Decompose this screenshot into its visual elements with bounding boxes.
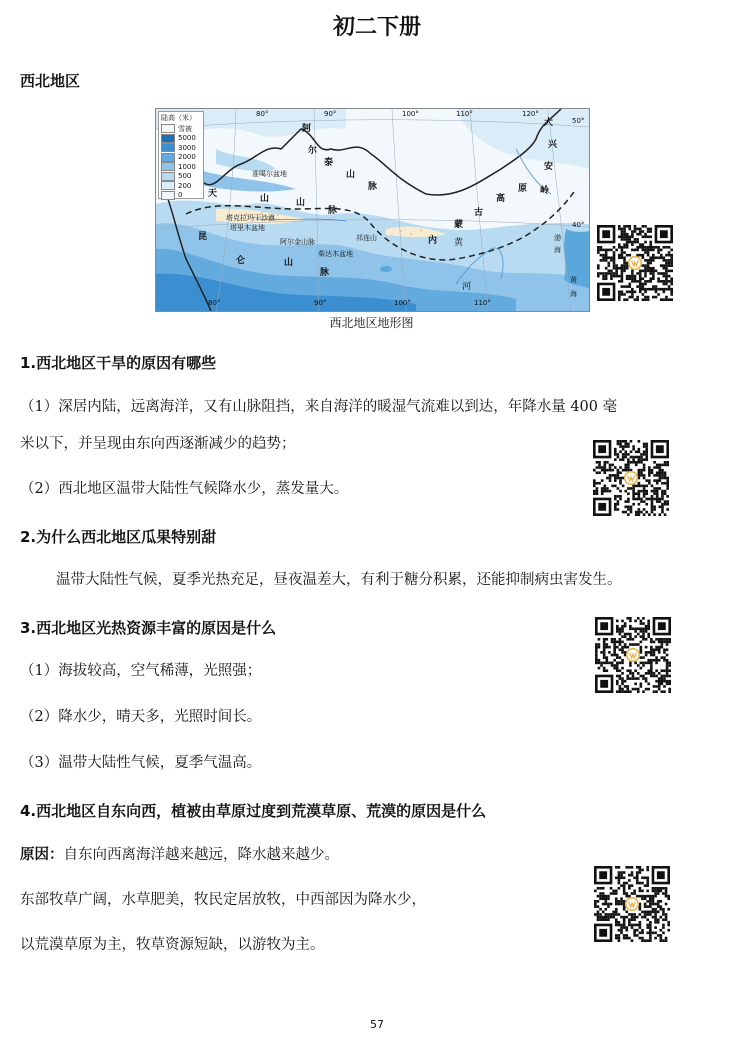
tianshan-label: 山 bbox=[296, 198, 306, 208]
answer-line bbox=[20, 846, 339, 865]
legend-label: 2000 bbox=[178, 153, 196, 162]
qilian-label: 祁连山 bbox=[356, 234, 377, 242]
answer-line: 米以下，并呈现由东向西逐渐减少的趋势； bbox=[20, 436, 296, 452]
kunlun-label: 昆 bbox=[198, 232, 208, 242]
legend-item bbox=[159, 181, 203, 191]
altai-label: 山 bbox=[346, 170, 356, 180]
answer-line: （1）深居内陆，远离海洋，又有山脉阻挡，来自海洋的暖湿气流难以到达，年降水量 400 毫 bbox=[20, 399, 618, 415]
kunlun-label: 仑 bbox=[236, 256, 246, 266]
tarim-label: 塔里木盆地 bbox=[230, 224, 265, 232]
map-caption: 西北地区地形图 bbox=[329, 316, 414, 330]
plateau-label: 原 bbox=[518, 184, 528, 194]
qr-code-graphic bbox=[595, 617, 671, 693]
legend-swatch bbox=[161, 143, 175, 152]
legend-label: 200 bbox=[178, 181, 192, 190]
legend-title: 陆高（米） bbox=[161, 114, 196, 122]
lon-label: 90° bbox=[324, 110, 337, 118]
legend-rows bbox=[159, 124, 203, 200]
lon-label: 80° bbox=[256, 110, 269, 118]
qr-code-graphic bbox=[594, 866, 670, 942]
qaidam-label: 柴达木盆地 bbox=[318, 250, 353, 258]
lat-label: 50° bbox=[572, 117, 585, 125]
legend-swatch bbox=[161, 134, 175, 143]
legend-swatch bbox=[161, 153, 175, 162]
page-title: 初二下册 bbox=[332, 15, 421, 40]
legend-item bbox=[159, 191, 203, 201]
mountain-label: 脉 bbox=[320, 268, 330, 278]
legend-item bbox=[159, 153, 203, 163]
legend-item bbox=[159, 172, 203, 182]
legend-label: 500 bbox=[178, 172, 192, 181]
question-title: 1.西北地区干旱的原因有哪些 bbox=[20, 354, 217, 372]
qr-code[interactable] bbox=[593, 440, 669, 516]
lon-label: 100° bbox=[394, 299, 411, 307]
lon-label: 80° bbox=[208, 299, 221, 307]
legend-label: 1000 bbox=[178, 162, 196, 171]
map-legend bbox=[158, 111, 204, 199]
inner-mongolia-label: 内 bbox=[428, 236, 438, 246]
yellow-sea-label: 黄 bbox=[570, 276, 577, 284]
altai-label: 脉 bbox=[368, 182, 378, 192]
yellow-river-label: 黄 bbox=[454, 238, 464, 248]
reason-label: 原因： bbox=[20, 847, 64, 863]
qr-code-graphic bbox=[593, 440, 669, 516]
altai-label: 泰 bbox=[324, 158, 334, 168]
legend-item bbox=[159, 162, 203, 172]
lat-label: 40° bbox=[572, 221, 585, 229]
page-number: 57 bbox=[370, 1018, 384, 1031]
legend-item bbox=[159, 124, 203, 134]
reason-text: 自东向西离海洋越来越远，降水越来越少。 bbox=[63, 847, 339, 863]
greater-khingan-label: 兴 bbox=[548, 140, 558, 150]
lon-label: 110° bbox=[474, 299, 491, 307]
legend-swatch bbox=[161, 162, 175, 171]
greater-khingan-label: 安 bbox=[544, 162, 554, 172]
answer-line: 温带大陆性气候，夏季光热充足，昼夜温差大，有利于糖分积累，还能抑制病虫害发生。 bbox=[56, 572, 622, 588]
inner-mongolia-label: 蒙 bbox=[454, 220, 464, 230]
lon-label: 100° bbox=[402, 110, 419, 118]
altai-label: 阿 bbox=[302, 124, 312, 134]
legend-swatch bbox=[161, 124, 175, 133]
qr-code[interactable] bbox=[595, 617, 671, 693]
map-terrain-graphic bbox=[156, 109, 589, 311]
answer-line: （2）西北地区温带大陆性气候降水少，蒸发量大。 bbox=[20, 481, 349, 497]
altai-label: 尔 bbox=[308, 146, 318, 156]
section-title: 西北地区 bbox=[20, 72, 81, 90]
legend-swatch bbox=[161, 181, 175, 190]
answer-line: （3）温带大陆性气候，夏季气温高。 bbox=[20, 755, 262, 771]
altun-label: 阿尔金山脉 bbox=[280, 238, 315, 246]
yellow-river-label: 河 bbox=[462, 282, 472, 292]
legend-item bbox=[159, 134, 203, 144]
northwest-terrain-map bbox=[155, 108, 590, 312]
greater-khingan-label: 岭 bbox=[540, 186, 550, 196]
inner-mongolia-label: 古 bbox=[474, 208, 484, 218]
greater-khingan-label: 大 bbox=[544, 118, 554, 128]
answer-line: 东部牧草广阔，水草肥美，牧民定居放牧，中西部因为降水少， bbox=[20, 892, 426, 908]
legend-swatch bbox=[161, 191, 175, 200]
question-title: 2.为什么西北地区瓜果特别甜 bbox=[20, 528, 217, 546]
lon-label: 120° bbox=[522, 110, 539, 118]
legend-label: 3000 bbox=[178, 143, 196, 152]
plateau-label: 高 bbox=[496, 194, 506, 204]
legend-label: 5000 bbox=[178, 134, 196, 143]
legend-label: 0 bbox=[178, 191, 183, 200]
legend-item bbox=[159, 143, 203, 153]
qr-code[interactable] bbox=[594, 866, 670, 942]
question-title: 4.西北地区自东向西，植被由草原过度到荒漠草原、荒漠的原因是什么 bbox=[20, 802, 487, 820]
answer-line: 以荒漠草原为主，牧草资源短缺，以游牧为主。 bbox=[20, 937, 325, 953]
bohai-label: 海 bbox=[554, 246, 561, 254]
lon-label: 90° bbox=[314, 299, 327, 307]
junggar-label: 准噶尔盆地 bbox=[252, 170, 287, 178]
lon-label: 110° bbox=[456, 110, 473, 118]
taklimakan-label: 塔克拉玛干沙漠 bbox=[226, 214, 275, 222]
legend-swatch bbox=[161, 172, 175, 181]
legend-label: 雪被 bbox=[178, 124, 192, 133]
answer-line: （2）降水少，晴天多，光照时间长。 bbox=[20, 709, 262, 725]
yellow-sea-label: 海 bbox=[570, 290, 577, 298]
qr-code[interactable] bbox=[597, 225, 673, 301]
question-title: 3.西北地区光热资源丰富的原因是什么 bbox=[20, 619, 277, 637]
tianshan-label: 脉 bbox=[328, 206, 338, 216]
bohai-label: 渤 bbox=[554, 234, 561, 242]
tianshan-label: 山 bbox=[260, 194, 270, 204]
tianshan-label: 天 bbox=[208, 189, 218, 199]
qr-code-graphic bbox=[597, 225, 673, 301]
kunlun-label: 山 bbox=[284, 258, 294, 268]
answer-line: （1）海拔较高，空气稀薄，光照强； bbox=[20, 663, 262, 679]
